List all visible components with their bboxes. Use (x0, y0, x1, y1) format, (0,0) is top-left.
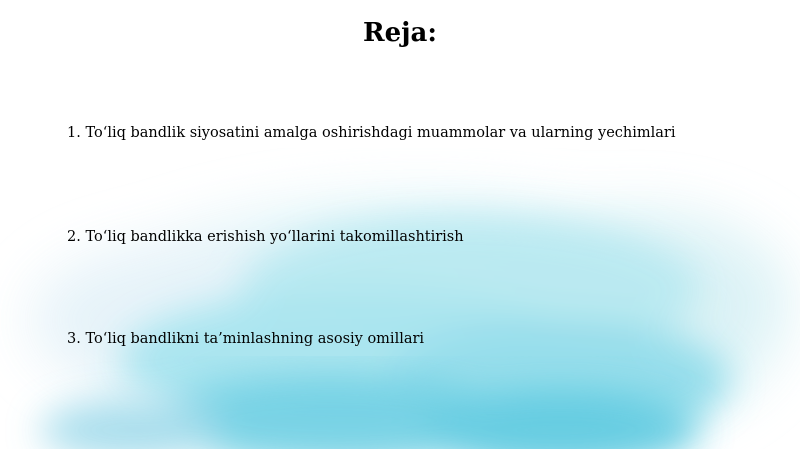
plan-item-2: 2. To‘liq bandlikka erishish yo‘llarini takomillashtirish (67, 229, 464, 245)
plan-item-1: 1. To‘liq bandlik siyosatini amalga oshirishdagi muammolar va ularning yechimlari (67, 125, 676, 141)
plan-item-3: 3. To‘liq bandlikni ta’minlashning asosiy omillari (67, 331, 425, 347)
slide-title: Reja: (362, 18, 437, 48)
